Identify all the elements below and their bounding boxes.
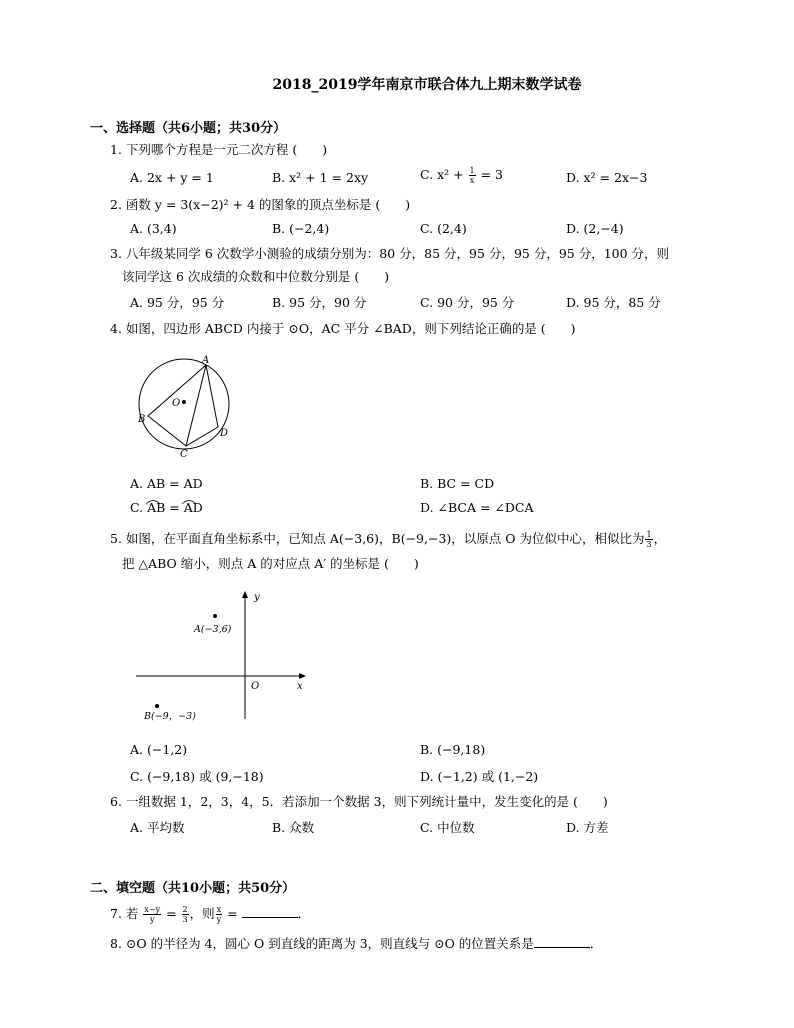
label-point-a: A(−3,6) xyxy=(194,624,232,635)
label-y: y xyxy=(254,592,260,603)
q5-coordinate-figure xyxy=(130,585,320,730)
question-6-stem: 6. 一组数据 1，2，3，4，5．若添加一个数据 3，则下列统计量中，发生变化的是 ( ) xyxy=(110,794,608,809)
question-8 xyxy=(110,935,602,953)
label-o: O xyxy=(172,398,181,409)
section-heading-fill: 二、填空题（共10小题；共50分） xyxy=(90,881,296,896)
q1-option-b: B. x² + 1 = 2xy xyxy=(272,170,369,185)
label-a: A xyxy=(202,355,210,366)
label-d: D xyxy=(220,428,229,439)
q8-answer-blank[interactable] xyxy=(534,935,590,948)
question-4-stem: 4. 如图，四边形 ABCD 内接于 ⊙O，AC 平分 ∠BAD，则下列结论正确的是 ( ) xyxy=(110,321,576,336)
q4-option-c xyxy=(130,500,203,515)
center-point xyxy=(182,400,186,404)
section-heading-choice: 一、选择题（共6小题；共30分） xyxy=(90,121,287,136)
x-axis-arrow xyxy=(299,673,306,679)
q7-equals: = xyxy=(162,906,181,921)
question-3-stem-line2: 该同学这 6 次成绩的众数和中位数分别是 ( ) xyxy=(122,269,390,284)
q5-stem-end: ， xyxy=(653,531,667,546)
label-x: x xyxy=(297,681,303,692)
question-2-stem: 2. 函数 y = 3(x−2)² + 4 的图象的顶点坐标是 ( ) xyxy=(110,197,411,212)
y-axis-arrow xyxy=(242,591,248,598)
q8-text: 8. ⊙O 的半径为 4，圆心 O 到直线的距离为 3，则直线与 ⊙O 的位置关系是 xyxy=(110,936,534,951)
q6-option-d: D. 方差 xyxy=(566,820,609,835)
question-3-stem-line1: 3. 八年级某同学 6 次数学小测验的成绩分别为：80 分，85 分，95 分，95 分，95 分，100 分，则 xyxy=(110,246,670,261)
label-point-b: B(−9，−3) xyxy=(144,711,196,722)
q7-equals-2: = xyxy=(223,906,242,921)
q1-option-d: D. x² = 2x−3 xyxy=(566,170,648,185)
point-b xyxy=(155,704,159,708)
question-5-stem-line2: 把 △ABO 缩小，则点 A 的对应点 A′ 的坐标是 ( ) xyxy=(122,556,419,571)
q1-option-c-pre: C. x² + xyxy=(420,167,468,182)
diagonal-ac xyxy=(186,365,206,446)
q5-ratio-fraction: $\frac{1}{3}$ xyxy=(646,530,652,549)
q7-fraction-1: $\frac{x-y}{y}$ xyxy=(144,905,161,924)
question-1-stem: 1. 下列哪个方程是一元二次方程 ( ) xyxy=(110,142,328,157)
q5-option-b: B. (−9,18) xyxy=(420,742,486,757)
q5-stem-text: 5. 如图，在平面直角坐标系中，已知点 A(−3,6)，B(−9,−3)，以原点 O 为位似中心，相似比为 xyxy=(110,531,645,546)
q7-pre: 7. 若 xyxy=(110,906,139,921)
q1-option-c-fraction: $\frac{1}{x}$ xyxy=(469,166,475,185)
q4-option-c-text: C. AB = AD xyxy=(130,500,203,515)
q3-option-a: A. 95 分，95 分 xyxy=(130,295,225,310)
q1-option-c-post: = 3 xyxy=(476,167,504,182)
label-c: C xyxy=(180,449,188,460)
q2-option-d: D. (2,−4) xyxy=(566,221,624,236)
q1-option-a: A. 2x + y = 1 xyxy=(130,170,214,185)
q7-end: ． xyxy=(297,906,311,921)
point-a xyxy=(213,614,217,618)
q3-option-d: D. 95 分，85 分 xyxy=(566,295,661,310)
q2-option-c: C. (2,4) xyxy=(420,221,467,236)
q6-option-a: A. 平均数 xyxy=(130,820,185,835)
q4-option-d: D. ∠BCA = ∠DCA xyxy=(420,500,534,515)
q4-circle-figure xyxy=(130,350,240,460)
label-origin: O xyxy=(251,681,260,692)
arc-marks xyxy=(144,497,204,505)
q1-option-c xyxy=(420,166,503,185)
q3-option-c: C. 90 分，95 分 xyxy=(420,295,515,310)
page-title: 2018_2019学年南京市联合体九上期末数学试卷 xyxy=(272,77,582,93)
q2-option-b: B. (−2,4) xyxy=(272,221,330,236)
q2-option-a: A. (3,4) xyxy=(130,221,177,236)
question-5-stem-line1 xyxy=(110,530,666,549)
question-7 xyxy=(110,905,310,924)
q6-option-c: C. 中位数 xyxy=(420,820,475,835)
q3-option-b: B. 95 分，90 分 xyxy=(272,295,367,310)
q5-option-a: A. (−1,2) xyxy=(130,742,188,757)
label-b: B xyxy=(138,414,146,425)
q8-end: ． xyxy=(589,936,603,951)
q7-answer-blank[interactable] xyxy=(242,905,298,918)
q7-fraction-3: $\frac{x}{y}$ xyxy=(216,905,222,924)
q7-then: ，则 xyxy=(189,906,215,921)
q4-option-a: A. AB = AD xyxy=(130,476,203,491)
quadrilateral-abcd xyxy=(148,365,218,446)
q5-option-c: C. (−9,18) 或 (9,−18) xyxy=(130,769,264,784)
q5-option-d: D. (−1,2) 或 (1,−2) xyxy=(420,769,539,784)
q6-option-b: B. 众数 xyxy=(272,820,315,835)
q4-option-b: B. BC = CD xyxy=(420,476,495,491)
q7-fraction-2: $\frac{2}{3}$ xyxy=(182,905,188,924)
